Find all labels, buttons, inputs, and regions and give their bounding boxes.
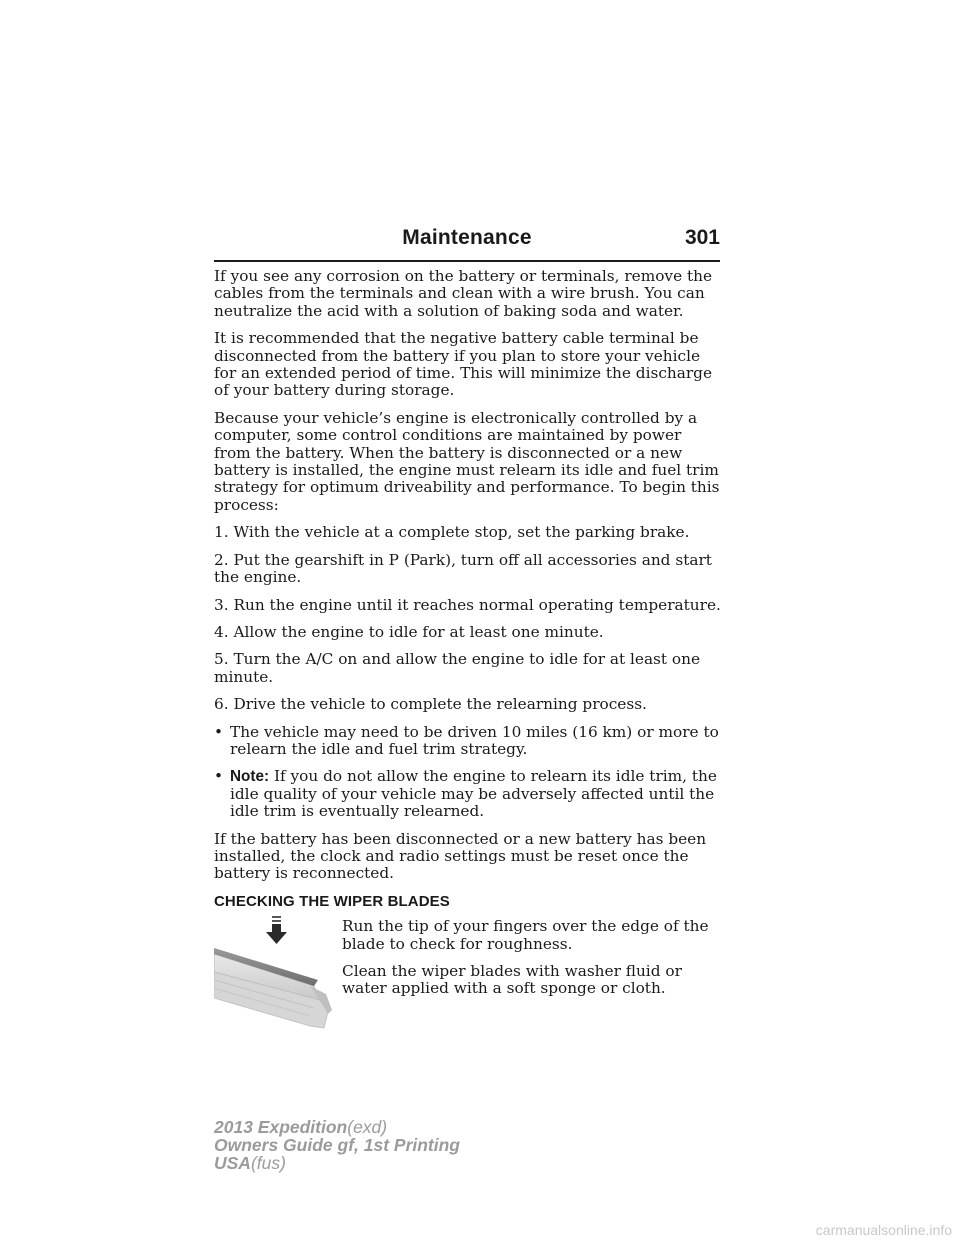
- bullet-item-distance: [214, 724, 722, 759]
- wiper-instructions: [342, 918, 722, 1008]
- page-body: [214, 268, 722, 1048]
- paragraph-reset: If the battery has been disconnected or a new battery has been installed, the clock and radio settings must be reset once the battery is reconnected.: [214, 829, 707, 883]
- note-label: Note:: [230, 768, 270, 786]
- bullet-dot: •: [214, 767, 224, 786]
- arrow-down-icon: [266, 916, 287, 944]
- footer-line-model: 2013 Expedition(exd): [214, 1117, 388, 1137]
- step-3: 3. Run the engine until it reaches normal operating temperature.: [214, 595, 721, 614]
- wiper-paragraph-clean: Clean the wiper blades with washer fluid or water applied with a soft sponge or cloth.: [342, 962, 682, 998]
- paragraph-relearn: Because your vehicle’s engine is electronically controlled by a computer, some control conditions are maintained by power from the battery. When the battery is disconnected or a new battery is installed, the engine must relearn its idle and fuel trim strategy for optimum driveability and performance. To begin this process:: [214, 408, 720, 514]
- bullet-dot: •: [214, 722, 224, 741]
- step-5: 5. Turn the A/C on and allow the engine to idle for at least one minute.: [214, 650, 701, 686]
- bullet-item-note: [214, 768, 722, 820]
- paragraph-corrosion: If you see any corrosion on the battery or terminals, remove the cables from the terminals and clean with a wire brush. You can neutralize the acid with a solution of baking soda and water.: [214, 267, 713, 320]
- step-2: 2. Put the gearshift in P (Park), turn off all accessories and start the engine.: [214, 550, 712, 587]
- wiper-paragraph-check: Run the tip of your fingers over the edge of the blade to check for roughness.: [342, 917, 709, 953]
- header-rule: [214, 260, 720, 262]
- step-6: 6. Drive the vehicle to complete the relearning process.: [214, 695, 647, 714]
- wiper-section: [214, 918, 722, 1048]
- document-footer: [214, 1118, 460, 1172]
- footer-line-region: USA(fus): [214, 1153, 286, 1173]
- page-header: [214, 226, 720, 260]
- step-1: 1. With the vehicle at a complete stop, set the parking brake.: [214, 523, 690, 542]
- step-4: 4. Allow the engine to idle for at least one minute.: [214, 622, 604, 641]
- section-title: Maintenance: [402, 226, 532, 249]
- footer-line-guide: Owners Guide gf, 1st Printing: [214, 1135, 460, 1155]
- wiper-blade-illustration: [214, 914, 334, 1032]
- section-heading-wiper: CHECKING THE WIPER BLADES: [214, 892, 450, 910]
- paragraph-storage: It is recommended that the negative battery cable terminal be disconnected from the battery if you plan to store your vehicle for an extended period of time. This will minimize the discharge of your battery during storage.: [214, 329, 713, 400]
- bullet-text: The vehicle may need to be driven 10 miles (16 km) or more to relearn the idle and fuel trim strategy.: [230, 722, 719, 758]
- watermark: carmanualsonline.info: [815, 1222, 952, 1238]
- page-number: 301: [684, 226, 720, 249]
- note-text: If you do not allow the engine to relearn its idle trim, the idle quality of your vehicle may be adversely affected until the idle trim is eventually relearned.: [230, 767, 717, 821]
